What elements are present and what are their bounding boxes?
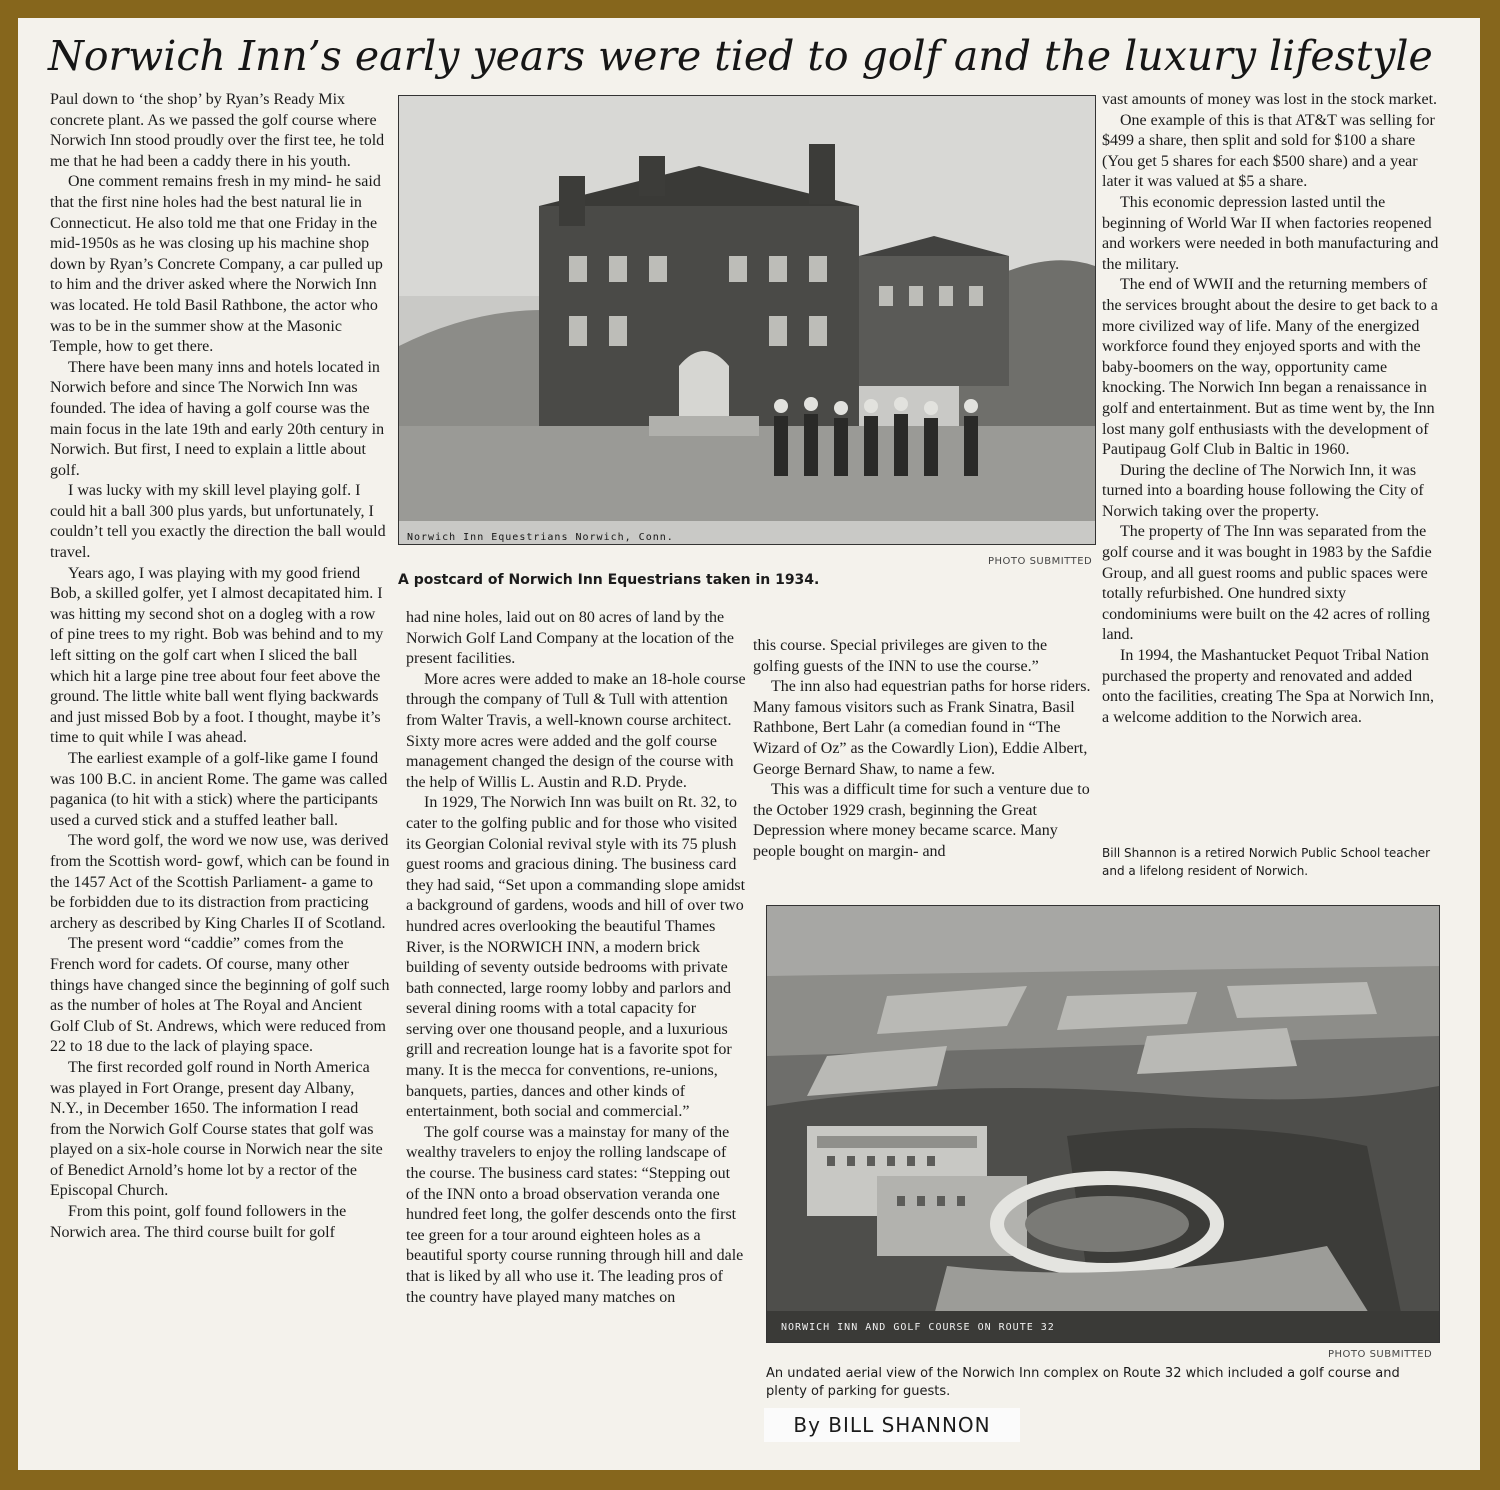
photo-caption: A postcard of Norwich Inn Equestrians taken in 1934. <box>398 572 820 588</box>
paragraph: The word golf, the word we now use, was derived from the Scottish word- gowf, which can be found in the 1457 Act of the Scottish Parliament- a game to be forbidden due to its distraction from practicing archery as described by King Charles II of Scotland. <box>50 832 390 932</box>
photo-caption: An undated aerial view of the Norwich Inn complex on Route 32 which included a golf course and plenty of parking for guests. <box>766 1366 1400 1399</box>
aerial-view-photo <box>766 905 1440 1343</box>
byline: By BILL SHANNON <box>764 1408 1020 1442</box>
aerial-landscape-illustration <box>767 906 1439 1342</box>
paragraph: I was lucky with my skill level playing golf. I could hit a ball 300 plus yards, but unfortunately, I couldn’t tell you exactly the direction the ball would travel. <box>50 482 386 562</box>
paragraph: This economic depression lasted until the beginning of World War II when factories reopened and workers were needed in both manufacturing and the military. <box>1102 193 1439 273</box>
paragraph: Years ago, I was playing with my good friend Bob, a skilled golfer, yet I almost decapitated him. I was hitting my second shot on a dogleg with a row of pine trees to my right. Bob was behind and to my left sitting on the golf cart when I sliced the ball which hit a large pine tree about four feet above the ground. The little white ball went flying backwards and just missed Bob by a foot. I thought, maybe it’s time to quit while I was ahead. <box>50 564 384 747</box>
paragraph: vast amounts of money was lost in the stock market. <box>1102 91 1438 108</box>
paragraph: The earliest example of a golf-like game I found was 100 B.C. in ancient Rome. The game was called paganica (to hit with a stick) where the participants used a curved stick and a stuffed leather ball. <box>50 750 388 829</box>
paragraph: In 1994, the Mashantucket Pequot Tribal Nation purchased the property and renovated and added onto the facilities, creating The Spa at Norwich Inn, a welcome addition to the Norwich area. <box>1102 647 1435 726</box>
postcard-label: Norwich Inn Equestrians Norwich, Conn. <box>407 532 674 543</box>
inn-building-illustration <box>399 96 1095 544</box>
article-column-2 <box>406 608 746 1408</box>
equestrians-postcard-photo <box>398 95 1096 545</box>
headline: Norwich Inn’s early years were tied to golf and the luxury lifestyle <box>48 32 1433 80</box>
newspaper-clipping <box>18 18 1480 1470</box>
paragraph: The present word “caddie” comes from the French word for cadets. Of course, many other things have changed since the beginning of golf such as the number of holes at The Royal and Ancient Golf Club of St. Andrews, which were reduced from 22 to 18 due to the lack of playing space. <box>50 935 390 1056</box>
author-bio: Bill Shannon is a retired Norwich Public School teacher and a lifelong resident of Norwich. <box>1102 846 1431 878</box>
article-column-1 <box>50 90 390 1408</box>
paragraph: The golf course was a mainstay for many of the wealthy travelers to enjoy the rolling landscape of the course. The business card states: “Stepping out of the INN onto a broad observation veranda one hundred feet long, the golfer descends onto the first tee green for a tour around eighteen holes as a beautiful sporty course running through hill and dale that is liked by all who use it. The leading pros of the country have played many matches on <box>406 1123 744 1306</box>
paragraph: had nine holes, laid out on 80 acres of land by the Norwich Golf Land Company at the location of the present facilities. <box>406 609 734 668</box>
paragraph: More acres were added to make an 18-hole course through the company of Tull & Tull with attention from Walter Travis, a well-known course architect. Sixty more acres were added and the golf course management changed the design of the course with the help of Willis L. Austin and R.D. Pryde. <box>406 670 746 791</box>
paragraph: One comment remains fresh in my mind- he said that the first nine holes had the best natural lie in Connecticut. He also told me that one Friday in the mid-1950s as he was closing up his machine shop down by Ryan’s Concrete Company, a car pulled up to him and the driver asked where the Norwich Inn was located. He told Basil Rathbone, the actor who was to be in the summer show at the Masonic Temple, how to get there. <box>50 173 383 356</box>
paragraph: From this point, golf found followers in the Norwich area. The third course built for golf <box>50 1203 347 1241</box>
photo-credit: PHOTO SUBMITTED <box>1328 1349 1433 1360</box>
photo-credit: PHOTO SUBMITTED <box>988 556 1093 567</box>
paragraph: this course. Special privileges are given to the golfing guests of the INN to use the course.” <box>753 637 1048 675</box>
paragraph: There have been many inns and hotels located in Norwich before and since The Norwich Inn was founded. The idea of having a golf course was the main focus in the late 19th and early 20th century in Norwich. But first, I need to explain a little about golf. <box>50 358 385 479</box>
paragraph: During the decline of The Norwich Inn, it was turned into a boarding house following the City of Norwich taking over the property. <box>1102 461 1424 520</box>
article-column-4 <box>1102 90 1440 830</box>
aerial-photo-label: NORWICH INN AND GOLF COURSE ON ROUTE 32 <box>781 1322 1055 1333</box>
paragraph: The first recorded golf round in North America was played in Fort Orange, present day Albany, N.Y., in December 1650. The information I read from the Norwich Golf Course states that golf was played on a six-hole course in Norwich near the site of Benedict Arnold’s home lot by a rector of the Episcopal Church. <box>50 1058 383 1200</box>
paragraph: In 1929, The Norwich Inn was built on Rt. 32, to cater to the golfing public and for those who visited its Georgian Colonial revival style with its 75 plush guest rooms and gracious dining. The business card they had said, “Set upon a commanding slope amidst a background of gardens, woods and hill of over two hundred acres overlooking the beautiful Thames River, is the NORWICH INN, a modern brick building of seventy outside bedrooms with private bath connected, large roomy lobby and parlors and several dining rooms with a total capacity for serving over one thousand people, and a luxurious grill and recreation lounge hat is a favorite spot for many. It is the mecca for conventions, re-unions, banquets, parties, dances and other kinds of entertainment, both social and commercial.” <box>406 794 746 1121</box>
paragraph: This was a difficult time for such a venture due to the October 1929 crash, beginning the Great Depression where money became scarce. Many people bought on margin- and <box>753 781 1090 860</box>
paragraph: The inn also had equestrian paths for horse riders. Many famous visitors such as Frank Sinatra, Basil Rathbone, Bert Lahr (a comedian found in “The Wizard of Oz” as the Cowardly Lion), Eddie Albert, George Bernard Shaw, to name a few. <box>753 678 1091 778</box>
paragraph: One example of this is that AT&T was selling for $499 a share, then split and sold for $100 a share (You get 5 shares for each $500 share) and a year later it was valued at $5 a share. <box>1102 111 1435 191</box>
article-column-3 <box>753 636 1093 896</box>
paragraph: Paul down to ‘the shop’ by Ryan’s Ready Mix concrete plant. As we passed the golf course where Norwich Inn stood proudly over the first tee, he told me that he had been a caddy there in his youth. <box>50 91 385 170</box>
paragraph: The property of The Inn was separated from the golf course and it was bought in 1983 by the Safdie Group, and all guest rooms and public spaces were totally refurbished. One hundred sixty condominiums were built on the 42 acres of rolling land. <box>1102 523 1432 644</box>
paragraph: The end of WWII and the returning members of the services brought about the desire to get back to a more civilized way of life. Many of the energized workforce found they enjoyed sports and with the baby-boomers on the way, opportunity came knocking. The Norwich Inn began a renaissance in golf and entertainment. But as time went by, the Inn lost many golf enthusiasts with the development of Pautipaug Golf Club in Baltic in 1960. <box>1102 276 1438 459</box>
